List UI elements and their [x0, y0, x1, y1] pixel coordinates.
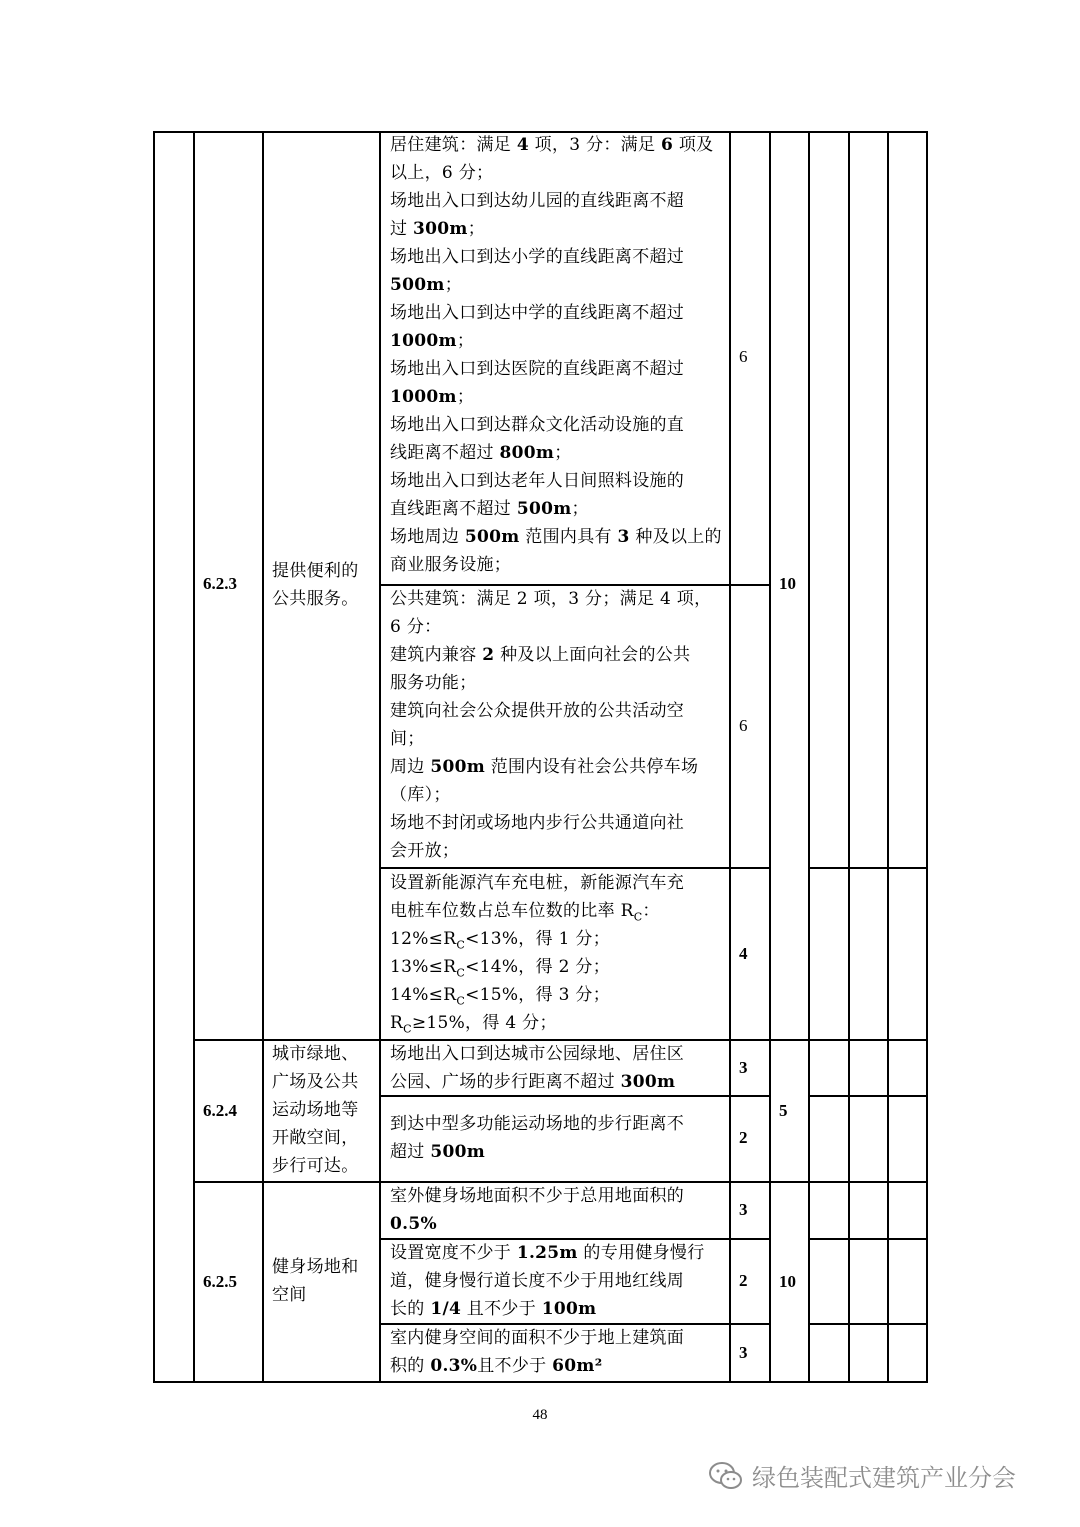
text-line [390, 837, 711, 865]
text-run: 场地出入口到达幼儿园的直线距离不超 [390, 191, 685, 211]
text-line [390, 981, 684, 1009]
item-name [272, 557, 359, 613]
text-line [390, 159, 722, 187]
item-name [272, 1040, 359, 1180]
text-line [390, 383, 722, 411]
text-line: 健身场地和 [272, 1257, 359, 1277]
text-line [390, 187, 722, 215]
criteria-outdoor-fitness [390, 1182, 684, 1238]
text-run: 800m [499, 443, 555, 463]
col-divider [848, 131, 850, 1382]
text-line [390, 1110, 684, 1138]
text-run: 2 [482, 645, 495, 665]
text-run: 公园、广场的步行距离不超过 [390, 1072, 621, 1092]
text-run: R [390, 1013, 404, 1033]
text-line [390, 897, 684, 925]
text-run: 设置新能源汽车充电桩，新能源汽车充 [390, 873, 685, 893]
sub-score: 3 [739, 1058, 748, 1077]
text-run: 6 [660, 135, 674, 155]
text-run: 居住建筑：满足 [390, 135, 517, 155]
text-run: 场地出入口到达小学的直线距离不超过 [390, 247, 685, 267]
text-line [390, 411, 722, 439]
watermark-text: 绿色装配式建筑产业分会 [752, 1464, 1016, 1492]
text-line [390, 1210, 684, 1238]
total-score: 10 [779, 574, 796, 593]
text-line [390, 355, 722, 383]
text-run: 建筑内兼容 [390, 645, 483, 665]
text-line: 步行可达。 [272, 1156, 359, 1176]
text-run: 60m² [552, 1356, 603, 1376]
text-line [390, 243, 722, 271]
criteria-indoor-fitness [390, 1324, 684, 1380]
text-run: 室外健身场地面积不少于总用地面积的 [390, 1186, 685, 1206]
text-line [390, 725, 711, 753]
text-run: 500m [390, 275, 445, 295]
total-score: 5 [779, 1101, 788, 1120]
text-line [390, 953, 684, 981]
text-line [390, 641, 711, 669]
text-run: 间； [390, 729, 425, 749]
text-line [390, 697, 711, 725]
text-run: 长的 [390, 1299, 431, 1319]
text-run: 室内健身空间的面积不少于地上建筑面 [390, 1328, 685, 1348]
text-run: 种及以上面向社会的公共 [494, 645, 691, 665]
text-run: ≥15%，得 4 分； [411, 1013, 557, 1033]
row-divider [808, 1323, 927, 1325]
criteria-fitness-track [390, 1239, 705, 1323]
text-run: ； [571, 499, 589, 519]
text-line [390, 1182, 684, 1210]
text-line [390, 495, 722, 523]
text-run: C [403, 1022, 412, 1036]
text-run: 过 [390, 219, 414, 239]
text-line: 城市绿地、 [272, 1044, 359, 1064]
item-id: 6.2.3 [203, 574, 237, 593]
text-run: 积的 [390, 1356, 431, 1376]
text-run: 道，健身慢行道长度不少于用地红线周 [390, 1271, 685, 1291]
text-run: 项，3 分：满足 [528, 135, 661, 155]
text-run: C [456, 938, 466, 952]
text-run: 项及 [673, 135, 714, 155]
text-run: 300m [620, 1072, 676, 1092]
col-divider [193, 131, 195, 1382]
text-run: 且不少于 [477, 1356, 553, 1376]
row-divider [808, 1238, 927, 1240]
sub-score: 6 [739, 716, 748, 735]
text-run: 14%≤R [390, 985, 457, 1005]
text-line [390, 271, 722, 299]
item-name [272, 1253, 359, 1309]
sub-score: 2 [739, 1128, 748, 1147]
text-run: 场地出入口到达中学的直线距离不超过 [390, 303, 685, 323]
text-line [390, 1295, 705, 1323]
text-run: 6 分： [390, 617, 442, 637]
text-line [390, 669, 711, 697]
table-border-bottom [153, 1381, 928, 1383]
text-run: 线距离不超过 [390, 443, 500, 463]
text-run: 4 [516, 135, 529, 155]
text-line [390, 869, 684, 897]
text-run: 范围内具有 [519, 527, 618, 547]
text-run: 1000m [390, 331, 457, 351]
text-run: ； [456, 331, 475, 351]
text-line [390, 753, 711, 781]
text-line: 空间 [272, 1285, 307, 1305]
text-line: 提供便利的 [272, 561, 359, 581]
text-run: C [456, 994, 466, 1008]
text-run: <14%，得 2 分； [465, 957, 611, 977]
sub-score: 2 [739, 1271, 748, 1290]
item-id: 6.2.4 [203, 1101, 237, 1120]
text-run: <15%，得 3 分； [465, 985, 611, 1005]
text-run: 种及以上的 [629, 527, 722, 547]
text-line [390, 467, 722, 495]
text-run: 场地出入口到达医院的直线距离不超过 [390, 359, 685, 379]
text-run: （库）； [390, 785, 451, 805]
text-line [390, 925, 684, 953]
criteria-residential [390, 131, 722, 579]
text-run: C [456, 966, 466, 980]
text-line [390, 523, 722, 551]
text-run: 会开放； [390, 841, 460, 861]
text-run: <13%，得 1 分； [465, 929, 611, 949]
text-line: 公共服务。 [272, 589, 359, 609]
text-run: 1/4 [430, 1299, 462, 1319]
text-run: 场地出入口到达城市公园绿地、居住区 [390, 1044, 685, 1064]
text-line: 运动场地等 [272, 1100, 359, 1120]
text-line [390, 1068, 684, 1096]
row-divider [808, 1095, 927, 1097]
table-border-right [926, 131, 928, 1382]
text-run: 到达中型多功能运动场地的步行距离不 [390, 1114, 685, 1134]
text-run: ： [642, 901, 660, 921]
text-line [390, 551, 722, 579]
text-run: 商业服务设施； [390, 555, 512, 575]
item-id: 6.2.5 [203, 1272, 237, 1291]
text-run: ； [467, 219, 486, 239]
text-run: 以上，6 分； [390, 163, 494, 183]
text-run: 500m [430, 757, 485, 777]
total-score: 10 [779, 1272, 796, 1291]
text-line [390, 299, 722, 327]
text-line [390, 1040, 684, 1068]
col-divider [379, 131, 381, 1382]
text-line [390, 1239, 705, 1267]
text-run: 0.5% [390, 1214, 437, 1234]
text-run: 公共建筑：满足 2 项，3 分；满足 4 项， [390, 589, 712, 609]
col-divider [769, 131, 771, 1382]
text-line [390, 1324, 684, 1352]
text-line [390, 1352, 684, 1380]
text-run: 500m [464, 527, 520, 547]
text-run: 500m [430, 1142, 485, 1162]
text-run: 3 [617, 527, 630, 547]
text-line [390, 131, 722, 159]
col-divider [262, 131, 264, 1382]
text-run: 场地出入口到达群众文化活动设施的直 [390, 415, 685, 435]
text-line [390, 1009, 684, 1037]
text-line [390, 613, 711, 641]
text-run: 范围内设有社会公共停车场 [485, 757, 699, 777]
text-run: 场地不封闭或场地内步行公共通道向社 [390, 813, 685, 833]
text-run: ； [554, 443, 572, 463]
criteria-park-distance [390, 1040, 684, 1096]
text-run: 500m [516, 499, 572, 519]
text-line [390, 215, 722, 243]
page-number: 48 [532, 1407, 548, 1423]
text-run: 超过 [390, 1142, 431, 1162]
sub-score: 4 [739, 944, 748, 963]
sub-score: 3 [739, 1200, 748, 1219]
text-line: 开敞空间， [272, 1128, 359, 1148]
text-run: ； [456, 387, 475, 407]
wechat-icon [708, 1461, 744, 1491]
text-run: 直线距离不超过 [390, 499, 517, 519]
col-divider [887, 131, 889, 1382]
text-line [390, 327, 722, 355]
text-line [390, 1267, 705, 1295]
text-run: 且不少于 [461, 1299, 542, 1319]
col-divider [729, 131, 731, 1382]
text-line [390, 439, 722, 467]
row-divider [808, 867, 927, 869]
text-run: 场地周边 [390, 527, 465, 547]
criteria-charging [390, 869, 684, 1037]
text-line [390, 585, 711, 613]
text-run: 12%≤R [390, 929, 457, 949]
text-run: 设置宽度不少于 [390, 1243, 517, 1263]
text-run: 0.3% [430, 1356, 478, 1376]
text-line: 广场及公共 [272, 1072, 359, 1092]
text-run: 13%≤R [390, 957, 457, 977]
sub-score: 6 [739, 347, 748, 366]
text-line [390, 809, 711, 837]
text-run: 300m [413, 219, 468, 239]
text-run: 服务功能； [390, 673, 477, 693]
col-divider [808, 131, 810, 1382]
text-run: 电桩车位数占总车位数的比率 R [390, 901, 634, 921]
text-line [390, 1138, 684, 1166]
text-run: 场地出入口到达老年人日间照料设施的 [390, 471, 685, 491]
text-run: 1.25m [516, 1243, 578, 1263]
text-run: 周边 [390, 757, 431, 777]
table-border-left [153, 131, 155, 1382]
text-run: 1000m [390, 387, 457, 407]
text-run: 的专用健身慢行 [577, 1243, 705, 1263]
text-run: ； [444, 275, 462, 295]
sub-score: 3 [739, 1343, 748, 1362]
text-run: 建筑向社会公众提供开放的公共活动空 [390, 701, 685, 721]
criteria-public [390, 585, 711, 865]
text-run: 100m [541, 1299, 597, 1319]
text-line [390, 781, 711, 809]
watermark [708, 1458, 1016, 1493]
criteria-sports-distance [390, 1110, 684, 1166]
text-run: C [633, 910, 643, 924]
